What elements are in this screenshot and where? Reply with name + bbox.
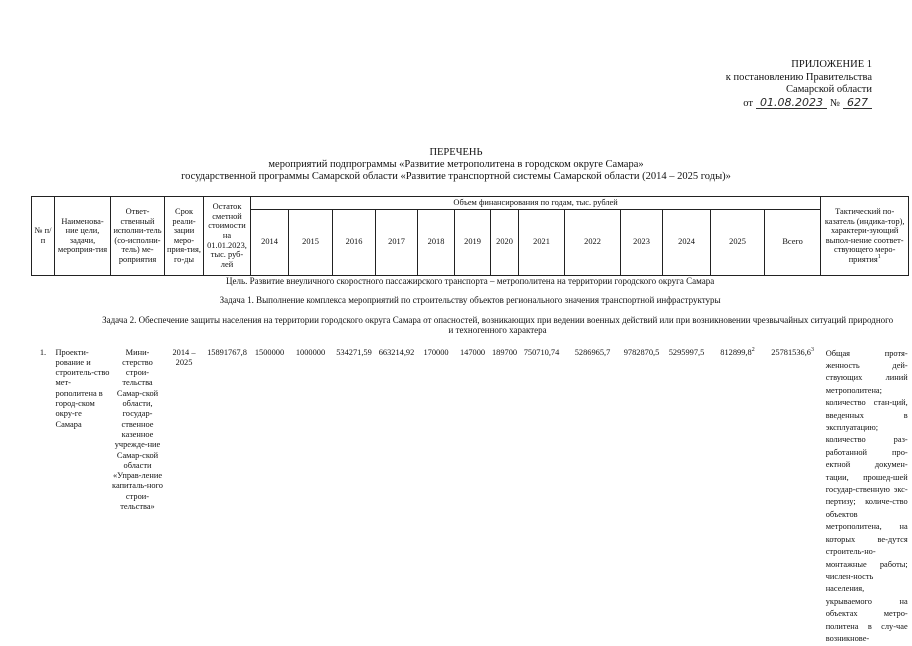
row-total-value: 25781536,6 xyxy=(771,347,811,357)
row-value-2025 xyxy=(711,340,765,646)
appendix-title: ПРИЛОЖЕНИЕ 1 xyxy=(791,59,872,70)
row-value: 1500000 xyxy=(254,347,285,357)
header-num: № п/п xyxy=(32,197,55,276)
header-executor: Ответ-ственный исполни-тель (со-исполни-тель) ме-роприятия xyxy=(111,197,165,276)
header-name: Наименова-ние цели, задачи, мероприя-тия xyxy=(55,197,111,276)
title-heading: ПЕРЕЧЕНЬ xyxy=(429,147,483,158)
header-year: 2014 xyxy=(251,209,289,275)
row-value: 534271,59 xyxy=(336,347,372,357)
header-year: 2025 xyxy=(711,209,765,275)
goal-row: Цель. Развитие внеуличного скоростного пассажирского транспорта – метрополитена на территории городского округа Самара xyxy=(32,275,909,290)
header-year: 2019 xyxy=(455,209,491,275)
header-year: 2020 xyxy=(491,209,519,275)
footnote-mark: 2 xyxy=(751,346,755,353)
appendix-block xyxy=(672,59,872,110)
row-value: 750710,74 xyxy=(523,347,560,357)
row-value: 812899,8 xyxy=(720,347,752,357)
header-year: 2017 xyxy=(376,209,418,275)
header-indicator xyxy=(821,197,909,276)
row-total xyxy=(765,340,821,646)
header-year: 2023 xyxy=(621,209,663,275)
header-year: 2021 xyxy=(519,209,565,275)
document-title xyxy=(0,147,912,183)
row-name: Проекти-рование и строитель-ство мет-рополитена в город-ском окру-ге Самара xyxy=(55,347,110,429)
row-executor: Мини-стерство строи-тельства Самар-ской области, государ-ственное казенное учрежде-ние Самар-ской области «Управ-ление капиталь-ного строи-тельства» xyxy=(112,347,163,512)
header-year: 2022 xyxy=(565,209,621,275)
table-row xyxy=(32,340,909,646)
task1-row: Задача 1. Выполнение комплекса мероприятий по строительству объектов регионального значения транспортной инфраструктуры xyxy=(219,295,721,306)
header-year: 2016 xyxy=(333,209,376,275)
title-line: мероприятий подпрограммы «Развитие метрополитена в городском округе Самара» xyxy=(268,159,644,170)
row-value: 189700 xyxy=(491,347,518,357)
footnote-mark: 3 xyxy=(810,346,814,353)
header-term: Срок реали-зации меро-прия-тия, го-ды xyxy=(165,197,204,276)
number-prefix: № xyxy=(829,97,840,109)
appendix-date-line xyxy=(672,97,872,111)
row-value: 1000000 xyxy=(295,347,326,357)
row-value: 663214,92 xyxy=(378,347,415,357)
header-year: 2024 xyxy=(663,209,711,275)
row-balance: 15891767,8 xyxy=(207,347,247,357)
row-indicator: Общая протя-женность дей-ствующих линий метрополитена; количество стан-ций, введенных в эксплуатацию; количество раз-работанной про-ектной докумен-тации, прошед-шей государ-ственную экс-пертизу; количе-ство объектов метрополитена, на которых ве-дутся строитель-но-монтажные работы; числен-ность населения, укрываемого на объектах метро-политена в слу-чае возникнове- xyxy=(825,348,908,643)
footnote-mark: 1 xyxy=(877,254,881,261)
row-value: 147000 xyxy=(459,347,486,357)
title-line: государственной программы Самарской области «Развитие транспортной системы Самарской области (2014 – 2025 годы)» xyxy=(181,171,731,182)
header-funding: Объем финансирования по годам, тыс. рублей xyxy=(251,197,821,210)
measures-table xyxy=(31,196,909,646)
handwritten-number: 627 xyxy=(843,97,872,109)
header-indicator-text: Тактический по-казатель (индика-тор), характери-зующий выпол-нение соответ-ствующего меро-приятия xyxy=(824,207,905,264)
appendix-line: к постановлению Правительства xyxy=(725,71,872,83)
row-value: 5295997,5 xyxy=(668,347,705,357)
appendix-line: Самарской области xyxy=(786,84,872,95)
row-value: 9782870,5 xyxy=(623,347,660,357)
header-total: Всего xyxy=(765,209,821,275)
row-num: 1. xyxy=(39,347,47,357)
header-year: 2018 xyxy=(418,209,455,275)
task2-row: Задача 2. Обеспечение защиты населения на территории городского округа Самара от опасностей, возникающих при ведении военных действий или при возникновении чрезвычайных ситуаций природного и техногенного характера xyxy=(102,314,894,336)
header-balance: Остаток сметной стоимости на 01.01.2023, тыс. руб-лей xyxy=(204,197,251,276)
header-year: 2015 xyxy=(289,209,333,275)
date-prefix: от xyxy=(743,97,753,109)
row-value: 5286965,7 xyxy=(574,347,611,357)
row-term: 2014 – 2025 xyxy=(172,347,196,367)
row-value: 170000 xyxy=(423,347,449,357)
handwritten-date: 01.08.2023 xyxy=(756,97,827,109)
